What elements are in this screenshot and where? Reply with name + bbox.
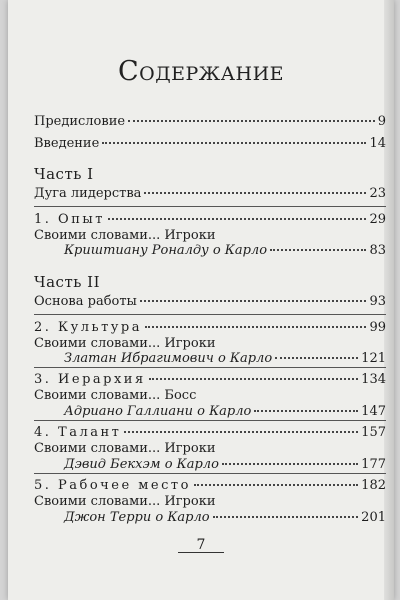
- page-number-rule: [178, 552, 224, 553]
- toc-entry-label: Дэвид Бекхэм о Карло: [64, 457, 219, 472]
- toc-page-number: 9: [377, 114, 386, 129]
- part-heading-2: Часть II: [34, 273, 101, 291]
- leader-dots: [275, 357, 358, 359]
- toc-entry-quote-3[interactable]: [34, 404, 386, 420]
- page-title: Содержание: [117, 56, 285, 87]
- toc-page-number: 147: [361, 404, 386, 419]
- toc-entry-chapter-2[interactable]: [34, 320, 386, 336]
- leader-dots: [149, 378, 359, 380]
- leader-dots: [102, 142, 366, 144]
- toc-entry-label: Криштиану Роналду о Карло: [64, 243, 268, 258]
- toc-entry-preface[interactable]: [34, 114, 386, 130]
- toc-page-number: 93: [369, 294, 386, 309]
- toc-entry-part1-sub[interactable]: [34, 186, 386, 202]
- separator: [34, 314, 386, 315]
- toc-page-number: 83: [369, 243, 386, 258]
- toc-entry-quote-1[interactable]: [34, 243, 386, 259]
- toc-entry-intro[interactable]: [34, 136, 386, 152]
- toc-page-number: 29: [369, 212, 386, 227]
- separator: [34, 367, 386, 368]
- part-heading-1: Часть I: [34, 165, 94, 183]
- toc-page-number: 121: [361, 351, 386, 366]
- toc-entry-label: Основа работы: [34, 294, 137, 309]
- toc-entry-label: Джон Терри о Карло: [64, 510, 210, 525]
- leader-dots: [124, 431, 358, 433]
- toc-entry-quote-2[interactable]: [34, 351, 386, 367]
- toc-entry-label: Адриано Галлиани о Карло: [64, 404, 252, 419]
- separator: [34, 206, 386, 207]
- toc-page-number: 157: [361, 425, 386, 440]
- toc-entry-label: 2. Культура: [34, 320, 142, 335]
- toc-subentry-own-words: Своими словами... Игроки: [34, 441, 216, 456]
- toc-page-number: 201: [361, 510, 386, 525]
- toc-subentry-own-words: Своими словами... Босс: [34, 388, 197, 403]
- toc-entry-chapter-4[interactable]: [34, 425, 386, 441]
- leader-dots: [213, 516, 359, 518]
- separator: [34, 420, 386, 421]
- toc-entry-label: 4. Талант: [34, 425, 122, 440]
- toc-page-number: 14: [369, 136, 386, 151]
- page-number: 7: [196, 537, 206, 553]
- toc-entry-quote-4[interactable]: [34, 457, 386, 473]
- toc-entry-label: Введение: [34, 136, 100, 151]
- leader-dots: [254, 410, 358, 412]
- book-page: [8, 0, 394, 600]
- toc-subentry-own-words: Своими словами... Игроки: [34, 228, 216, 243]
- toc-entry-part2-sub[interactable]: [34, 294, 386, 310]
- toc-entry-quote-5[interactable]: [34, 510, 386, 526]
- leader-dots: [270, 249, 366, 251]
- toc-entry-label: 1. Опыт: [34, 212, 105, 227]
- toc-entry-label: Предисловие: [34, 114, 126, 129]
- toc-entry-chapter-3[interactable]: [34, 372, 386, 388]
- toc-entry-label: Дуга лидерства: [34, 186, 142, 201]
- toc-entry-label: Златан Ибрагимович о Карло: [64, 351, 273, 366]
- toc-entry-chapter-1[interactable]: [34, 212, 386, 228]
- toc-subentry-own-words: Своими словами... Игроки: [34, 494, 216, 509]
- toc-page-number: 99: [369, 320, 386, 335]
- toc-page-number: 134: [361, 372, 386, 387]
- toc-entry-label: 5. Рабочее место: [34, 478, 191, 493]
- toc-entry-chapter-5[interactable]: [34, 478, 386, 494]
- toc-page-number: 177: [361, 457, 386, 472]
- leader-dots: [145, 326, 366, 328]
- toc-page-number: 182: [361, 478, 386, 493]
- toc-entry-label: 3. Иерархия: [34, 372, 146, 387]
- leader-dots: [140, 300, 367, 302]
- separator: [34, 473, 386, 474]
- leader-dots: [194, 484, 358, 486]
- leader-dots: [144, 192, 366, 194]
- leader-dots: [128, 120, 375, 122]
- toc-page-number: 23: [369, 186, 386, 201]
- toc-subentry-own-words: Своими словами... Игроки: [34, 336, 216, 351]
- leader-dots: [108, 218, 367, 220]
- leader-dots: [222, 463, 358, 465]
